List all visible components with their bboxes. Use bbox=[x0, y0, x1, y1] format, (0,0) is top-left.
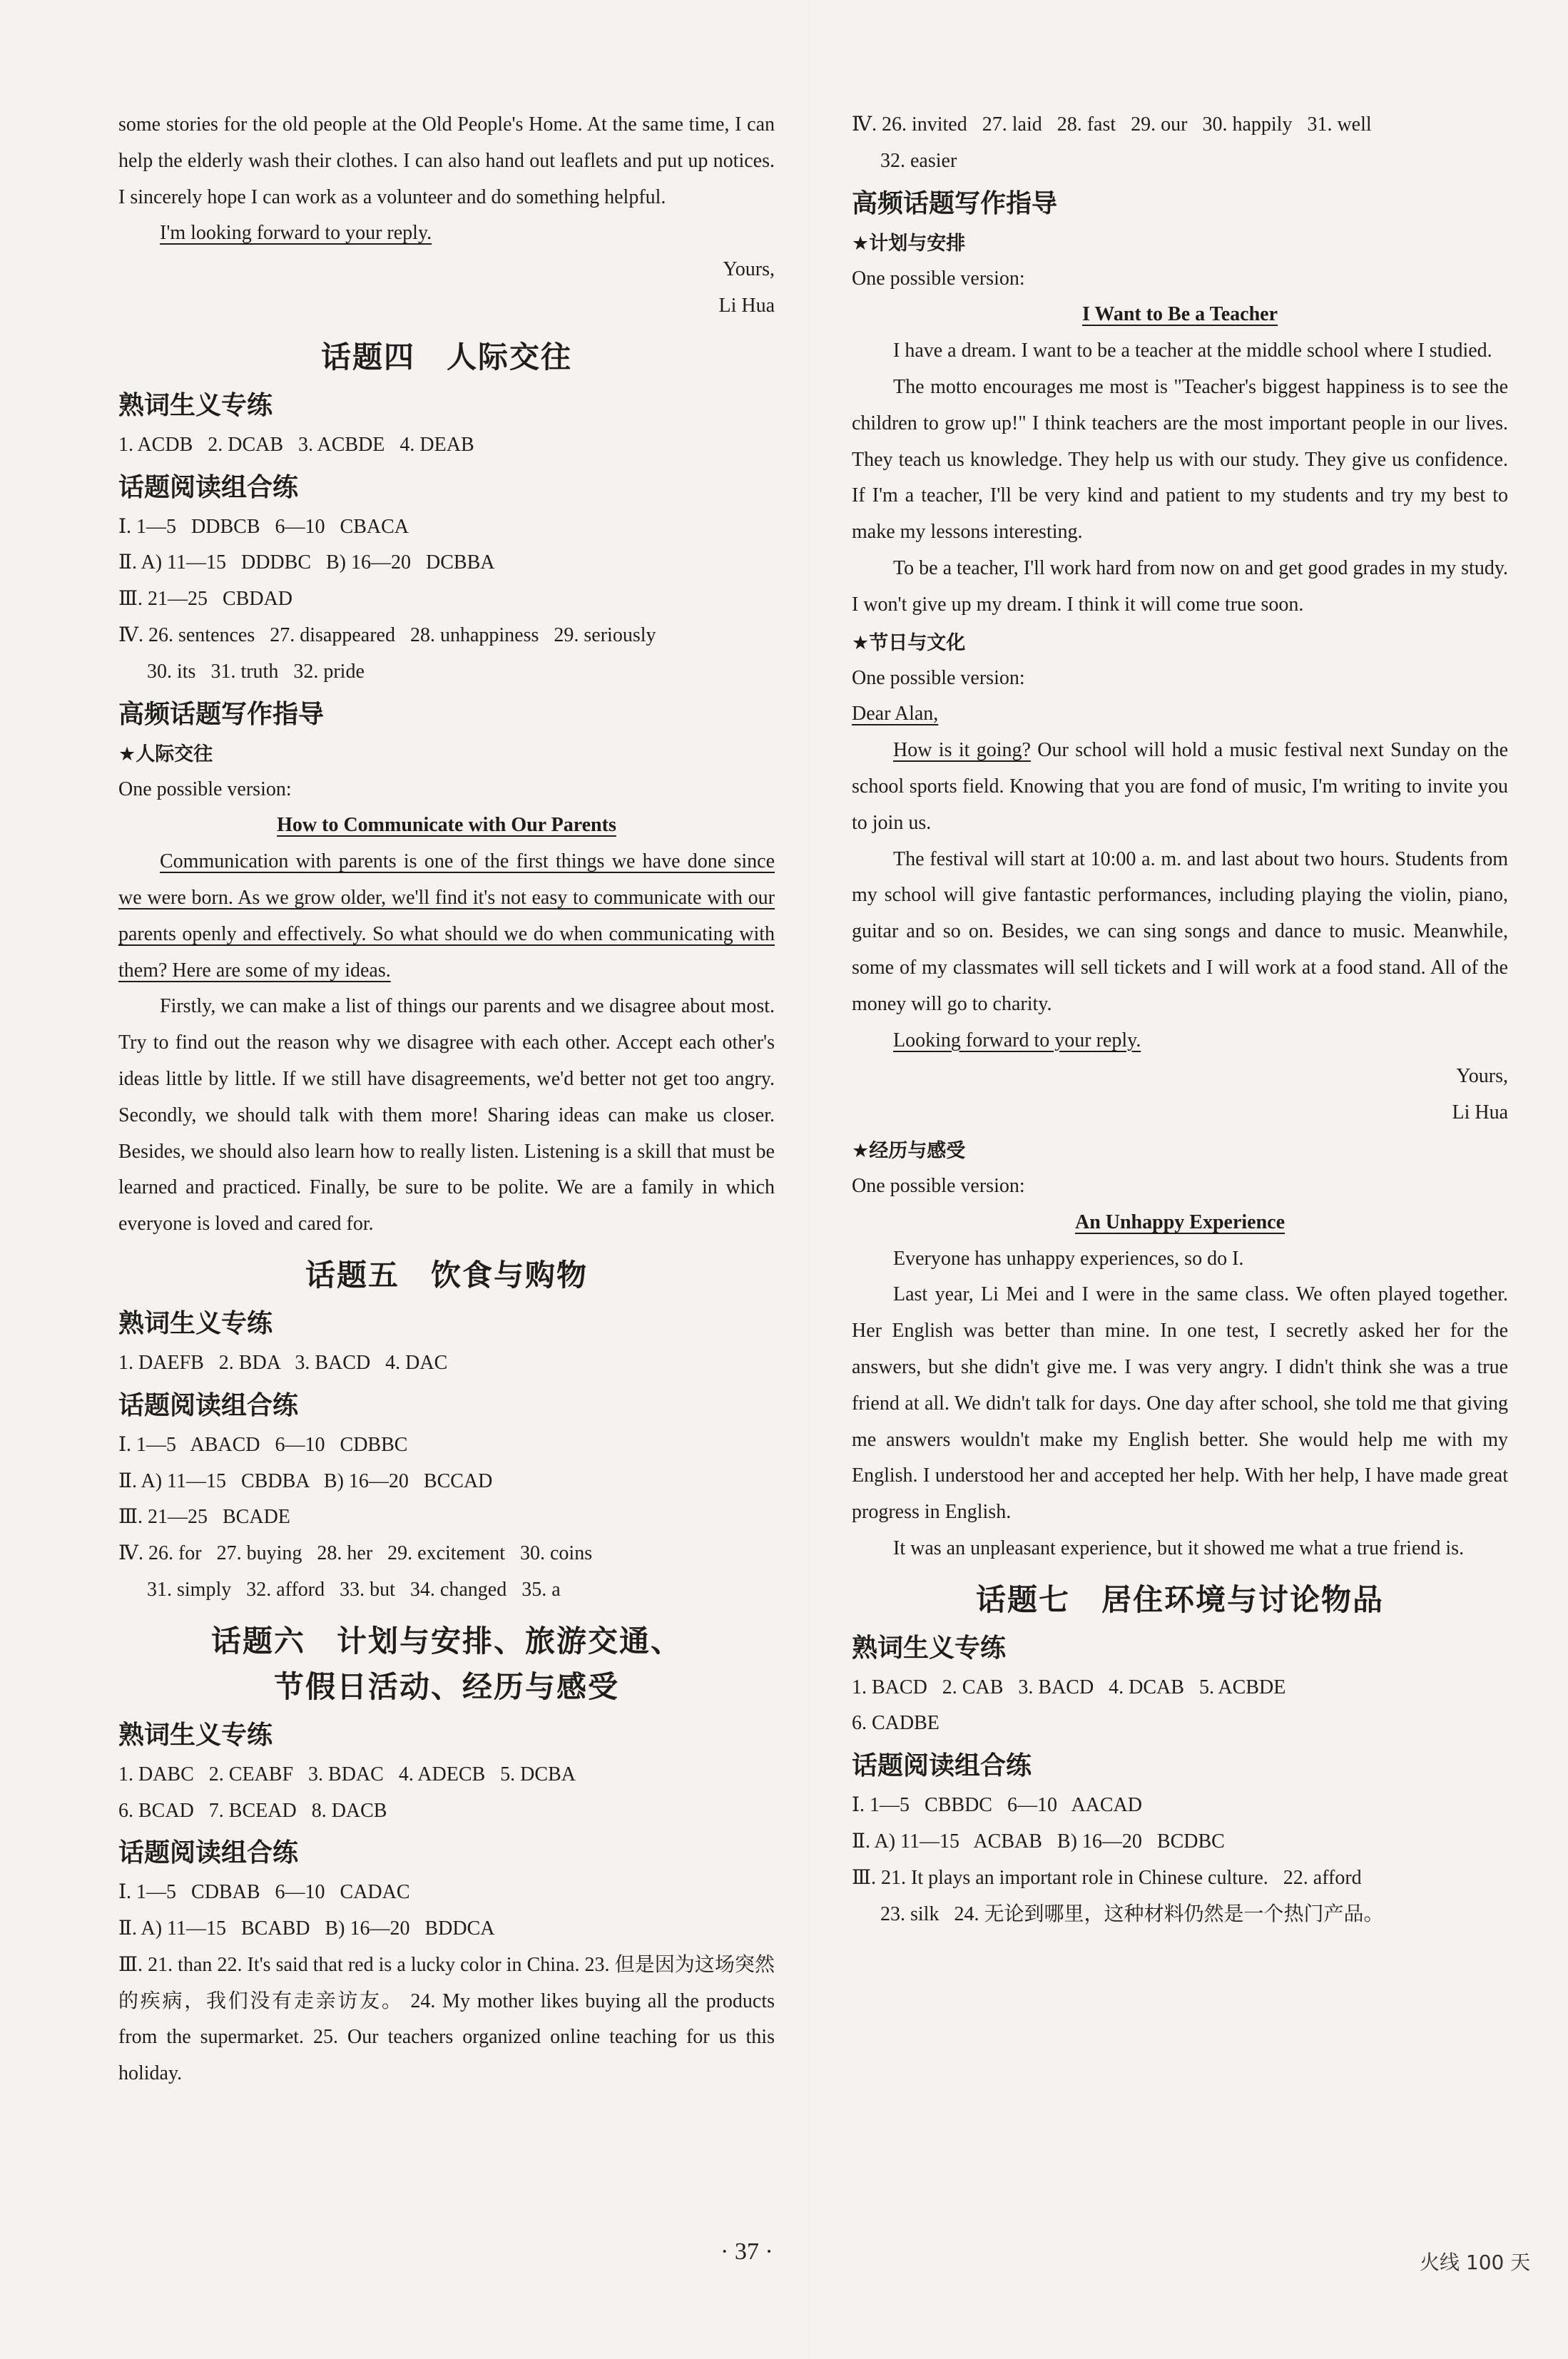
s2-para-2: The festival will start at 10:00 a. m. and last about two hours. Students from my school will give fantastic performances, including playing the violin, piano, guitar and so on. Besides, we can sing songs and dance to music. Meanwhile, some of my classmates will sell tickets and I will work at a food stand. All of the money will go to charity. bbox=[852, 847, 1508, 1015]
t6-writing-heading: 高频话题写作指导 bbox=[852, 188, 1058, 218]
t7-vocab-heading: 熟词生义专练 bbox=[852, 1633, 1007, 1663]
topic-6-title-line-1: 话题六 计划与安排、旅游交通、 bbox=[210, 1623, 682, 1659]
s2-para-1: How is it going? Our school will hold a music festival next Sunday on the school sports field. Knowing that you are fond of music, I'm writing to invite you to join us. bbox=[852, 739, 1508, 834]
topic-5-title: 话题五 饮食与购物 bbox=[305, 1257, 588, 1293]
letter-body: some stories for the old people at the Old People's Home. At the same time, I can help the elderly wash their clothes. I can also hand out leaflets and put up notices. I sincerely hope I can work as a volunteer and do something helpful. bbox=[118, 113, 775, 208]
t6-reading-4a: Ⅳ. 26. invited 27. laid 28. fast 29. our 30. happily 31. well bbox=[852, 113, 1372, 136]
t6-reading-2: Ⅱ. A) 11—15 BCABD B) 16—20 BDDCA bbox=[118, 1917, 495, 1940]
right-column bbox=[852, 107, 1508, 1932]
left-column bbox=[118, 107, 775, 2092]
t6-reading-3: Ⅲ. 21. than 22. It's said that red is a lucky color in China. 23. 但是因为这场突然的疾病，我们没有走亲访友。 24. My mother likes buying all the products from the supermarket. 25. Our teachers organized online teaching for us this holiday. bbox=[118, 1953, 775, 2085]
t7-reading-2: Ⅱ. A) 11—15 ACBAB B) 16—20 BCDBC bbox=[852, 1830, 1225, 1853]
t7-reading-1: Ⅰ. 1—5 CBBDC 6—10 AACAD bbox=[852, 1794, 1142, 1817]
t4-reading-2: Ⅱ. A) 11—15 DDDBC B) 16—20 DCBBA bbox=[118, 551, 495, 574]
t4-reading-heading: 话题阅读组合练 bbox=[118, 472, 299, 502]
t5-reading-4a: Ⅳ. 26. for 27. buying 28. her 29. excitement 30. coins bbox=[118, 1542, 593, 1565]
topic-7-title: 话题七 居住环境与讨论物品 bbox=[975, 1581, 1384, 1617]
s3-topic: ★经历与感受 bbox=[852, 1139, 966, 1162]
page-number: · 37 · bbox=[721, 2238, 773, 2265]
s2-yours: Yours, bbox=[1456, 1065, 1508, 1088]
t4-reading-3: Ⅲ. 21—25 CBDAD bbox=[118, 588, 293, 611]
t4-essay-para-2: Firstly, we can make a list of things our parents and we disagree about most. Try to find out the reason why we disagree with each other. Accept each other's ideas little by little. If we still have disagreements, we'd better not get too angry. Secondly, we should talk with them more! Sharing ideas can make us closer. Besides, we should also learn how to really listen. Listening is a skill that must be learned and practiced. Finally, be sure to be polite. We are a family in which everyone is loved and cared for. bbox=[118, 995, 775, 1235]
t6-vocab-answers-1: 1. DABC 2. CEABF 3. BDAC 4. ADECB 5. DCBA bbox=[118, 1763, 576, 1785]
t4-essay-title: How to Communicate with Our Parents bbox=[277, 814, 616, 837]
t5-vocab-answers: 1. DAEFB 2. BDA 3. BACD 4. DAC bbox=[118, 1351, 448, 1374]
t5-reading-heading: 话题阅读组合练 bbox=[118, 1390, 299, 1420]
t4-writing-heading: 高频话题写作指导 bbox=[118, 699, 325, 729]
page-fold bbox=[809, 0, 810, 2359]
s2-signature: Li Hua bbox=[1452, 1101, 1508, 1124]
t5-reading-4b: 31. simply 32. afford 33. but 34. changed 35. a bbox=[147, 1578, 561, 1601]
s1-para-1: I have a dream. I want to be a teacher at the middle school where I studied. bbox=[893, 340, 1492, 362]
t6-vocab-answers-2: 6. BCAD 7. BCEAD 8. DACB bbox=[118, 1799, 387, 1822]
t5-reading-1: Ⅰ. 1—5 ABACD 6—10 CDBBC bbox=[118, 1433, 408, 1456]
t4-reading-4a: Ⅳ. 26. sentences 27. disappeared 28. unhappiness 29. seriously bbox=[118, 623, 656, 646]
t5-reading-3: Ⅲ. 21—25 BCADE bbox=[118, 1506, 290, 1529]
s1-possible-version: One possible version: bbox=[852, 267, 1025, 290]
t7-vocab-answers-2: 6. CADBE bbox=[852, 1712, 940, 1735]
s1-para-2: The motto encourages me most is "Teacher's biggest happiness is to see the children to grow up!" I think teachers are the most important people in our lives. They teach us knowledge. They help us with our study. They give us confidence. If I'm a teacher, I'll be very kind and patient to my students and try my best to make my lessons interesting. bbox=[852, 375, 1508, 544]
letter-signature: Li Hua bbox=[718, 294, 775, 317]
t4-reading-1: Ⅰ. 1—5 DDBCB 6—10 CBACA bbox=[118, 515, 409, 538]
t7-reading-3a: Ⅲ. 21. It plays an important role in Chinese culture. 22. afford bbox=[852, 1866, 1362, 1889]
topic-4-title: 话题四 人际交往 bbox=[320, 339, 572, 375]
s3-para-3: It was an unpleasant experience, but it showed me what a true friend is. bbox=[893, 1537, 1465, 1559]
t6-reading-heading: 话题阅读组合练 bbox=[118, 1838, 299, 1868]
t5-vocab-heading: 熟词生义专练 bbox=[118, 1308, 273, 1338]
letter-yours: Yours, bbox=[723, 258, 775, 281]
s3-para-1: Everyone has unhappy experiences, so do I. bbox=[893, 1247, 1244, 1270]
s3-para-2: Last year, Li Mei and I were in the same class. We often played together. Her English was better than mine. In one test, I secretly asked her for the answers, but she didn't give me. I was very angry. I didn't think she was a true friend at all. We didn't talk for days. One day after school, she told me that giving me answers wouldn't make my English better. She would help me with my English. I understood her and accepted her help. With her help, I have made great progress in English. bbox=[852, 1283, 1508, 1524]
t6-reading-4b: 32. easier bbox=[880, 149, 957, 172]
s1-topic: ★计划与安排 bbox=[852, 232, 966, 255]
t4-possible-version: One possible version: bbox=[118, 778, 292, 800]
s2-salutation: Dear Alan, bbox=[852, 703, 939, 725]
t6-vocab-heading: 熟词生义专练 bbox=[118, 1720, 273, 1750]
t6-reading-1: Ⅰ. 1—5 CDBAB 6—10 CADAC bbox=[118, 1881, 410, 1904]
t5-reading-2: Ⅱ. A) 11—15 CBDBA B) 16—20 BCCAD bbox=[118, 1469, 493, 1492]
s3-possible-version: One possible version: bbox=[852, 1174, 1025, 1197]
t4-essay-para-1: Communication with parents is one of the first things we have done since we were born. As we grow older, we'll find it's not easy to communicate with our parents openly and effectively. So what should we do when communicating with them? Here are some of my ideas. bbox=[118, 850, 775, 982]
s1-essay-title: I Want to Be a Teacher bbox=[1081, 303, 1278, 326]
t7-vocab-answers-1: 1. BACD 2. CAB 3. BACD 4. DCAB 5. ACBDE bbox=[852, 1676, 1286, 1698]
t7-reading-heading: 话题阅读组合练 bbox=[852, 1751, 1032, 1781]
topic-6-title-line-2: 节假日活动、经历与感受 bbox=[273, 1668, 619, 1704]
s2-possible-version: One possible version: bbox=[852, 666, 1025, 689]
s1-para-3: To be a teacher, I'll work hard from now on and get good grades in my study. I won't give up my dream. I think it will come true soon. bbox=[852, 556, 1508, 616]
s3-essay-title: An Unhappy Experience bbox=[1074, 1211, 1286, 1233]
t7-reading-3b: 23. silk 24. 无论到哪里，这种材料仍然是一个热门产品。 bbox=[880, 1902, 1384, 1925]
s2-topic: ★节日与文化 bbox=[852, 631, 966, 654]
t4-vocab-heading: 熟词生义专练 bbox=[118, 390, 273, 420]
letter-closing: I'm looking forward to your reply. bbox=[160, 222, 432, 245]
t4-writing-topic: ★人际交往 bbox=[118, 743, 213, 765]
s2-closing: Looking forward to your reply. bbox=[893, 1029, 1141, 1051]
t4-reading-4b: 30. its 31. truth 32. pride bbox=[147, 660, 365, 683]
t4-vocab-answers: 1. ACDB 2. DCAB 3. ACBDE 4. DEAB bbox=[118, 433, 474, 456]
book-series-label: 火线 100 天 bbox=[1420, 2251, 1531, 2274]
